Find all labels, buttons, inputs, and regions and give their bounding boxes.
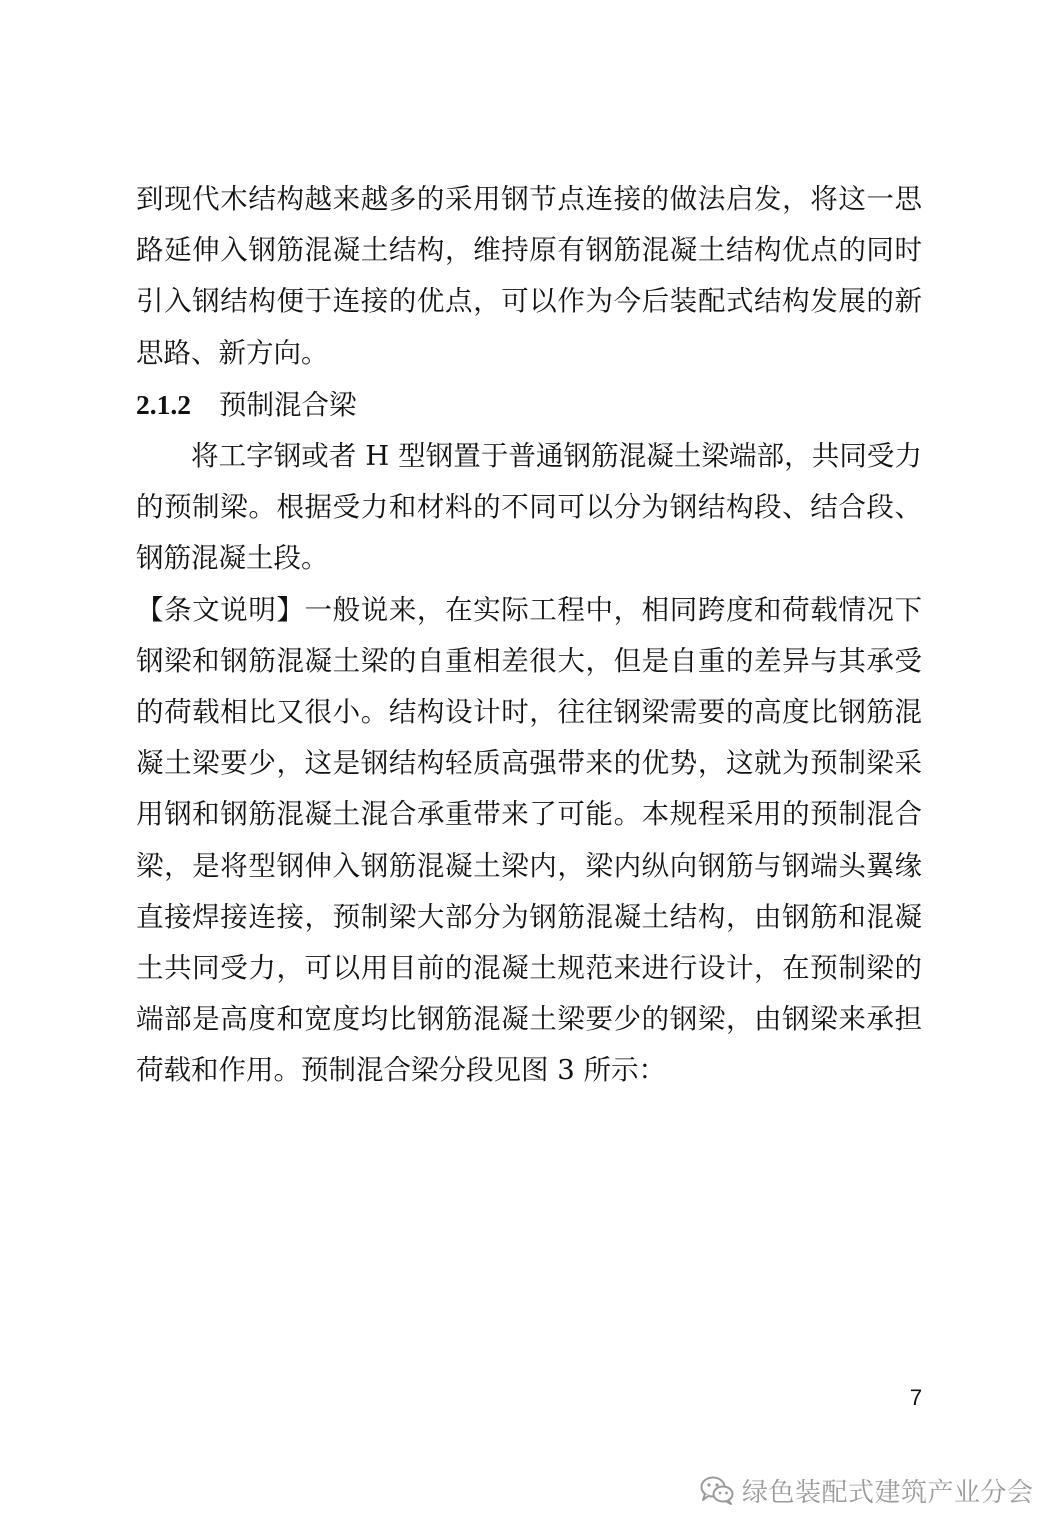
page-content <box>136 174 922 1097</box>
clause-explanation-paragraph: 【条文说明】一般说来，在实际工程中，相同跨度和荷载情况下钢梁和钢筋混凝土梁的自重相差很大，但是自重的差异与其承受的荷载相比又很小。结构设计时，往往钢梁需要的高度比钢筋混凝土梁要少，这是钢结构轻质高强带来的优势，这就为预制梁采用钢和钢筋混凝土混合承重带来了可能。本规程采用的预制混合梁，是将型钢伸入钢筋混凝土梁内，梁内纵向钢筋与钢端头翼缘直接焊接连接，预制梁大部分为钢筋混凝土结构，由钢筋和混凝土共同受力，可以用目前的混凝土规范来进行设计，在预制梁的端部是高度和宽度均比钢筋混凝土梁要少的钢梁，由钢梁来承担荷载和作用。预制混合梁分段见图 3 所示： <box>136 593 922 1087</box>
section-heading <box>136 379 922 431</box>
wechat-icon <box>700 1475 734 1505</box>
section-title: 预制混合梁 <box>219 388 357 421</box>
body-paragraph-2: 将工字钢或者 H 型钢置于普通钢筋混凝土梁端部，共同受力的预制梁。根据受力和材料的不同可以分为钢结构段、结合段、钢筋混凝土段。 <box>136 440 922 575</box>
page-number: 7 <box>909 1385 923 1410</box>
watermark <box>700 1470 1034 1510</box>
body-paragraph-1: 到现代木结构越来越多的采用钢节点连接的做法启发，将这一思路延伸入钢筋混凝土结构，维持原有钢筋混凝土结构优点的同时引入钢结构便于连接的优点，可以作为今后装配式结构发展的新思路、新方向。 <box>136 183 922 369</box>
section-number: 2.1.2 <box>136 388 191 420</box>
watermark-text: 绿色装配式建筑产业分会 <box>742 1477 1034 1508</box>
